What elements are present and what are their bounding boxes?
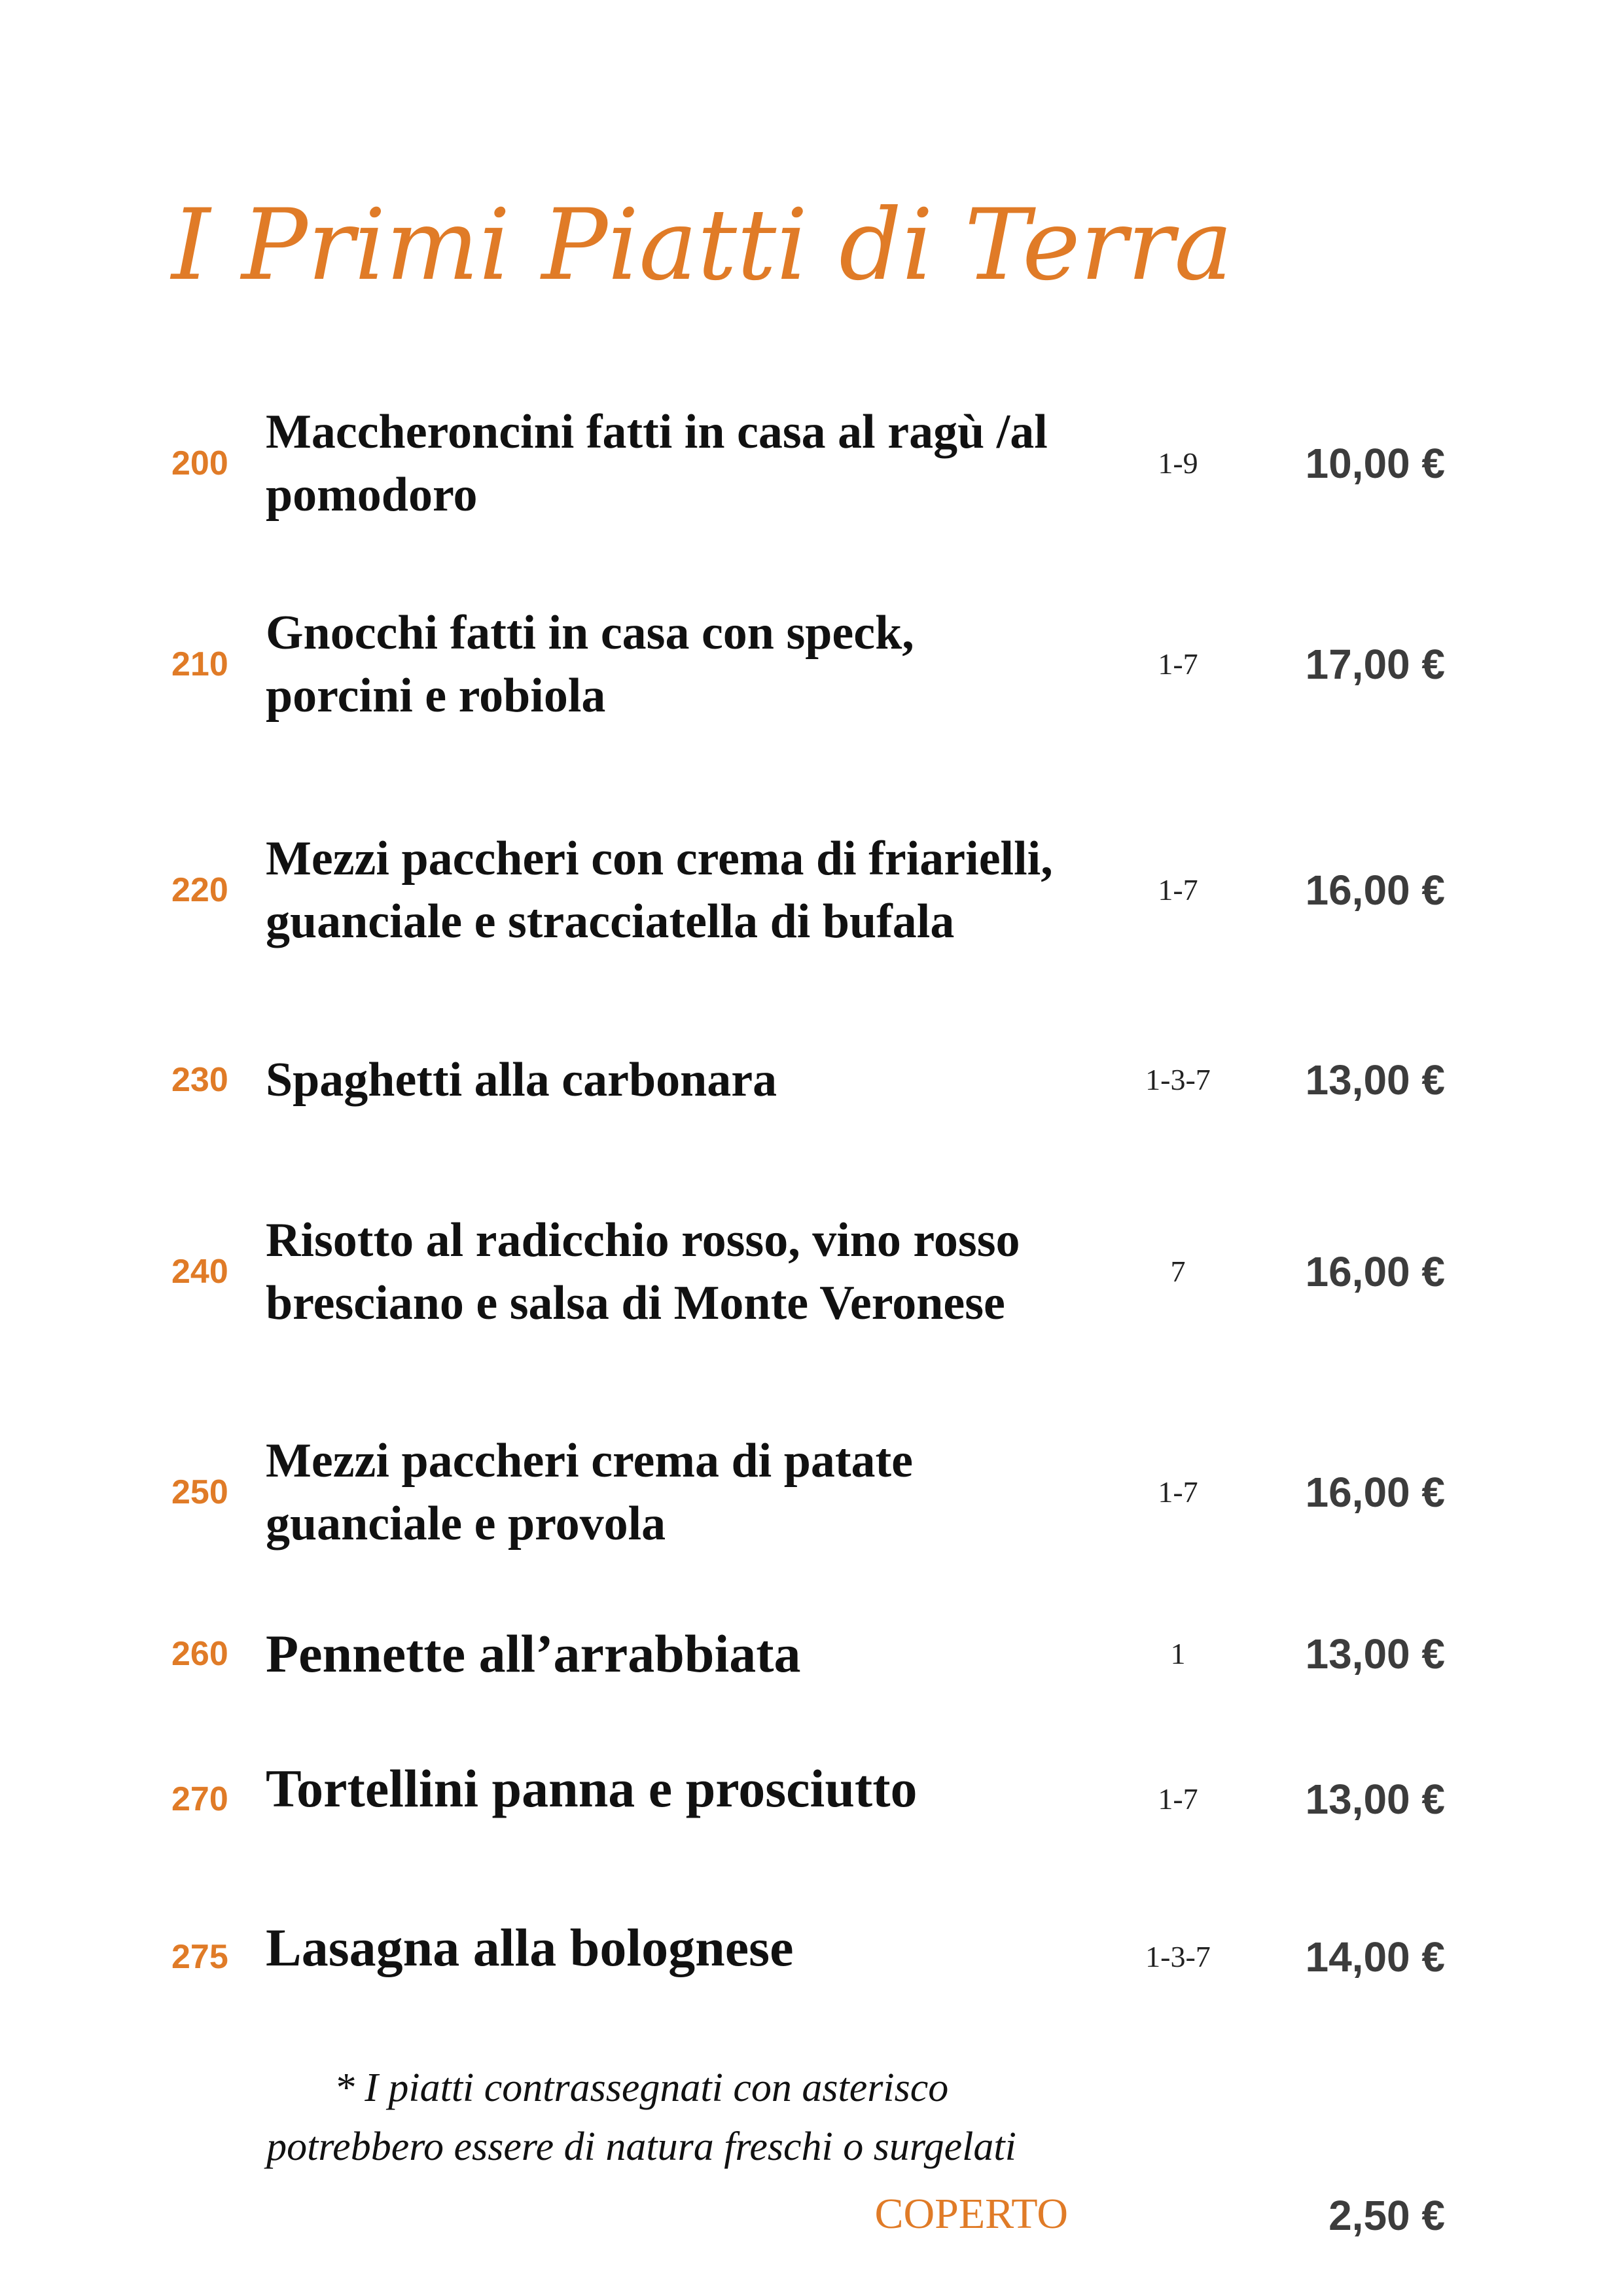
item-allergens: 1-7: [1158, 1475, 1198, 1509]
item-name: Gnocchi fatti in casa con speck, porcini e robiola: [266, 606, 914, 723]
item-name: Lasagna alla bolognese: [266, 1918, 794, 1977]
item-allergens: 7: [1170, 1255, 1186, 1288]
item-price: 13,00 €: [1305, 1776, 1445, 1823]
item-price: 16,00 €: [1305, 867, 1445, 914]
cover-charge-label: COPERTO: [874, 2190, 1068, 2238]
item-allergens: 1-3-7: [1145, 1940, 1211, 1973]
item-name: Maccheroncini fatti in casa al ragù /al pomodoro: [266, 405, 1048, 522]
item-code: 260: [171, 1635, 228, 1673]
item-price: 13,00 €: [1305, 1056, 1445, 1103]
item-allergens: 1-3-7: [1145, 1063, 1211, 1096]
item-name: Tortellini panna e prosciutto: [266, 1759, 918, 1818]
item-price: 10,00 €: [1305, 440, 1445, 487]
item-code: 270: [171, 1780, 228, 1818]
item-code: 275: [171, 1938, 228, 1976]
item-code: 220: [171, 871, 228, 909]
frozen-products-note: * I piatti contrassegnati con asterisco potrebbero essere di natura freschi o surgelati: [266, 2066, 1016, 2169]
item-allergens: 1-7: [1158, 873, 1198, 906]
item-name: Risotto al radicchio rosso, vino rosso bresciano e salsa di Monte Veronese: [266, 1213, 1020, 1330]
item-allergens: 1-7: [1158, 1782, 1198, 1816]
item-code: 250: [171, 1473, 228, 1511]
item-code: 230: [171, 1061, 228, 1099]
item-price: 14,00 €: [1305, 1933, 1445, 1981]
item-allergens: 1-7: [1158, 647, 1198, 681]
item-price: 16,00 €: [1305, 1248, 1445, 1295]
item-name: Mezzi paccheri con crema di friarielli, guanciale e stracciatella di bufala: [266, 832, 1053, 948]
item-price: 13,00 €: [1305, 1630, 1445, 1677]
item-code: 210: [171, 645, 228, 683]
item-price: 17,00 €: [1305, 641, 1445, 688]
page-title: I Primi Piatti di Terra: [171, 188, 1233, 302]
item-code: 240: [171, 1253, 228, 1291]
item-name: Mezzi paccheri crema di patate guanciale e provola: [266, 1434, 914, 1551]
item-code: 200: [171, 444, 228, 482]
item-allergens: 1: [1170, 1637, 1186, 1670]
item-name: Pennette all’arrabbiata: [266, 1624, 801, 1683]
cover-charge-price: 2,50 €: [1329, 2192, 1445, 2239]
item-name: Spaghetti alla carbonara: [266, 1053, 777, 1107]
item-price: 16,00 €: [1305, 1469, 1445, 1516]
item-allergens: 1-9: [1158, 446, 1198, 480]
